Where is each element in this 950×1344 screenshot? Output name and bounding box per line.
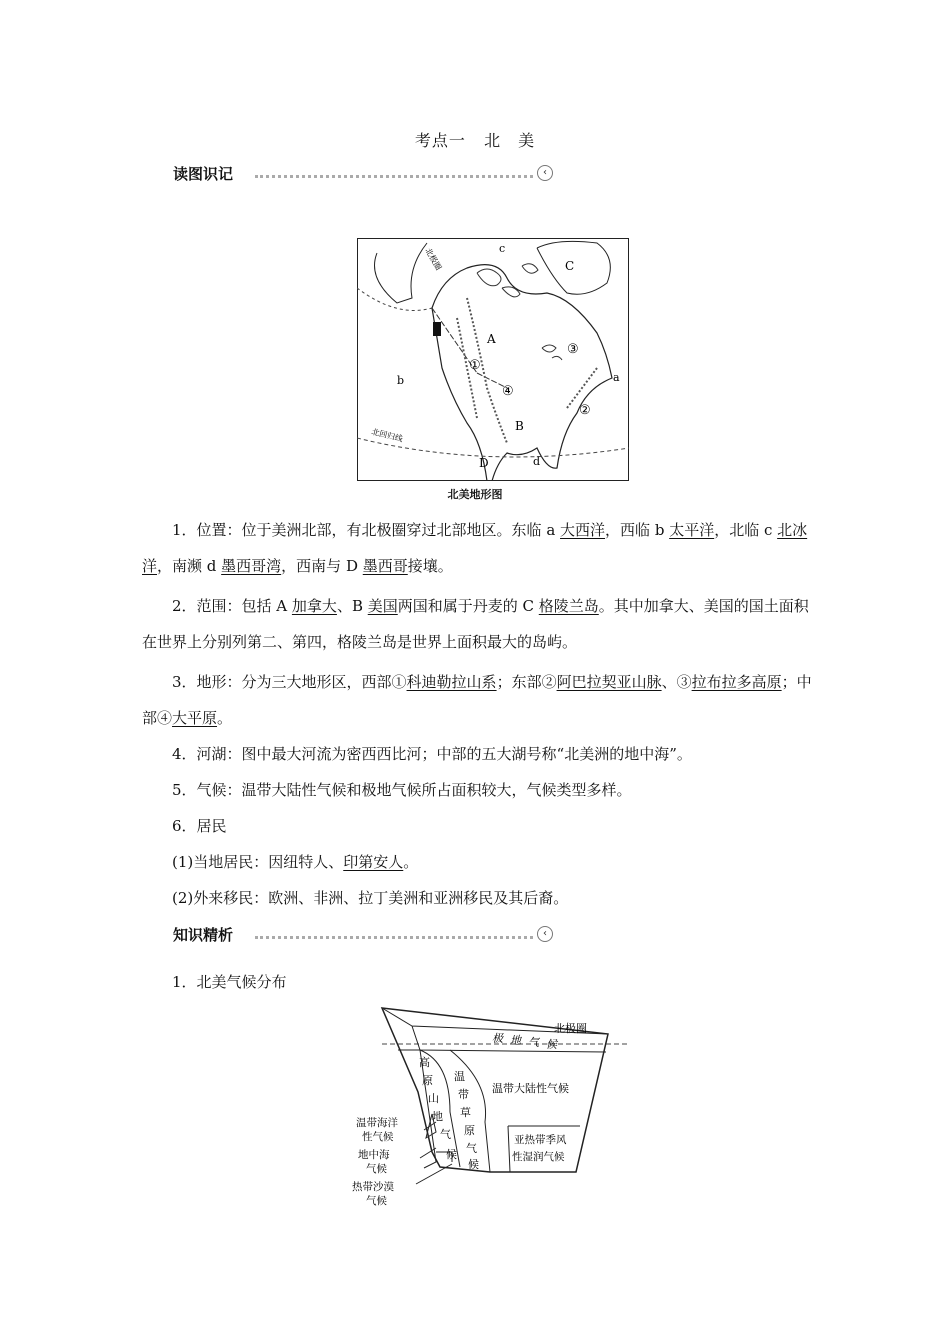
climate-grassland-5: 气	[466, 1142, 477, 1155]
climate-subtropical-1: 亚热带季风	[514, 1134, 567, 1146]
climate-mediterranean-1: 地中海	[358, 1149, 390, 1161]
map-label-tropic: 北回归线	[370, 427, 404, 444]
map-label-c: c	[499, 242, 506, 255]
dotted-divider	[255, 936, 533, 939]
map-label-circle4: ④	[502, 384, 514, 399]
dotted-divider	[255, 175, 533, 178]
map-label-b: b	[397, 374, 405, 387]
climate-highland-2: 原	[422, 1074, 433, 1087]
climate-grassland-1: 温	[454, 1070, 465, 1083]
climate-highland-6: 候	[446, 1148, 457, 1161]
page-title: 考点一 北 美	[414, 131, 536, 150]
section-header-map-reading	[173, 163, 553, 185]
map-caption: 北美地形图	[447, 488, 503, 501]
climate-highland-3: 山	[428, 1092, 439, 1105]
map-label-a: a	[613, 371, 620, 384]
map-label-d: d	[533, 455, 541, 468]
chevron-left-icon: ‹	[537, 926, 553, 942]
north-america-terrain-map	[357, 238, 629, 481]
item-residents: 6．居民	[172, 817, 227, 835]
climate-desert-1: 热带沙漠	[352, 1181, 394, 1193]
climate-grassland-3: 草	[460, 1106, 471, 1119]
climate-grassland-4: 原	[464, 1124, 475, 1137]
item-rivers-lakes: 4．河湖：图中最大河流为密西西比河；中部的五大湖号称“北美洲的地中海”。	[172, 745, 692, 763]
map-label-circle1: ①	[469, 358, 481, 373]
item-climate: 5．气候：温带大陆性气候和极地气候所占面积较大，气候类型多样。	[172, 781, 632, 799]
climate-polar-1: 极	[492, 1032, 503, 1045]
map-label-circle3: ③	[567, 342, 579, 357]
climate-arctic-circle: 北极圈	[554, 1022, 587, 1035]
climate-highland-5: 气	[440, 1128, 451, 1141]
map-label-A: A	[487, 332, 496, 346]
item-scope: 2．范围：包括 A 加拿大、B 美国两国和属于丹麦的 C 格陵兰岛。其中加拿大、美国的国土面积在世界上分别列第二、第四，格陵兰岛是世界上面积最大的岛屿。	[142, 597, 809, 651]
climate-highland-1: 高	[419, 1056, 430, 1069]
map-label-C: C	[565, 259, 575, 273]
climate-polar-3: 气	[528, 1036, 539, 1049]
climate-continental: 温带大陆性气候	[492, 1082, 569, 1095]
section-header-knowledge	[173, 924, 553, 946]
climate-marine-1: 温带海洋	[356, 1117, 398, 1129]
section-label: 知识精析	[173, 926, 234, 944]
climate-desert-2: 气候	[366, 1195, 387, 1207]
map-label-arctic-circle: 北极圈	[423, 246, 444, 272]
chevron-left-icon: ‹	[537, 165, 553, 181]
climate-highland-4: 地	[432, 1110, 443, 1123]
climate-subtropical-2: 性湿润气候	[512, 1151, 565, 1163]
item-residents-local: (1)当地居民：因纽特人、印第安人。	[172, 853, 419, 871]
climate-polar-4: 候	[546, 1038, 557, 1051]
climate-polar-2: 地	[510, 1034, 521, 1047]
climate-grassland-2: 带	[458, 1088, 469, 1101]
map-label-D: D	[479, 456, 489, 470]
item-residents-immigrants: (2)外来移民：欧洲、非洲、拉丁美洲和亚洲移民及其后裔。	[172, 889, 569, 907]
section-label: 读图识记	[173, 165, 234, 183]
map-label-B: B	[515, 419, 524, 433]
item-terrain: 3．地形：分为三大地形区，西部①科迪勒拉山系；东部②阿巴拉契亚山脉、③拉布拉多高原；中部④大平原。	[142, 673, 812, 727]
climate-grassland-6: 候	[468, 1158, 479, 1171]
climate-mediterranean-2: 气候	[366, 1163, 387, 1175]
climate-marine-2: 性气候	[362, 1131, 394, 1143]
map-label-circle2: ②	[579, 403, 591, 418]
climate-distribution-diagram	[340, 1002, 640, 1212]
item-location: 1．位置：位于美洲北部，有北极圈穿过北部地区。东临 a 大西洋，西临 b 太平洋，北临 c 北冰洋，南濒 d 墨西哥湾，西南与 D 墨西哥接壤。	[142, 521, 808, 575]
knowledge-climate-distribution: 1．北美气候分布	[172, 973, 287, 991]
